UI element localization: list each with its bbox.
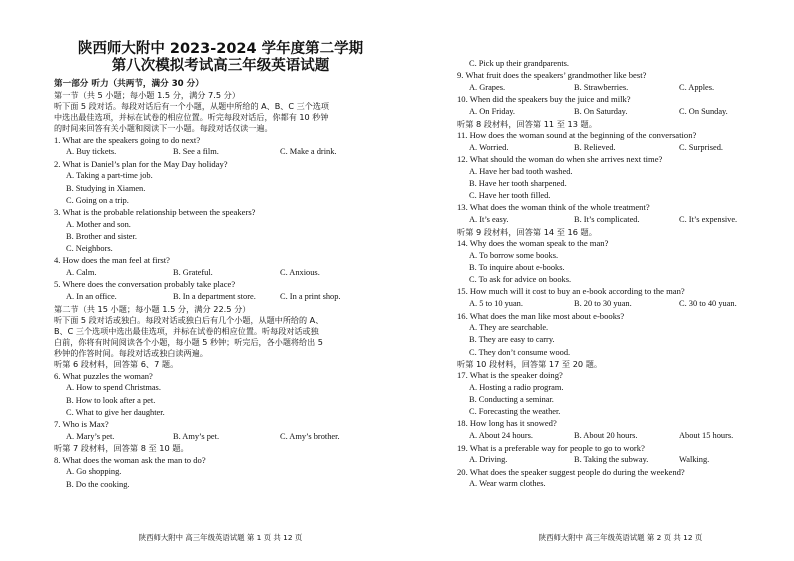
option: A. How to spend Christmas. bbox=[66, 383, 161, 393]
question-10-options bbox=[457, 106, 784, 119]
option: B. Conducting a seminar. bbox=[469, 395, 554, 405]
option: B. Relieved. bbox=[574, 142, 616, 152]
exam-title-line1: 陕西师大附中 2023-2024 学年度第二学期 bbox=[77, 41, 364, 57]
option: A. Taking a part-time job. bbox=[66, 171, 153, 181]
option: C. Apples. bbox=[679, 82, 715, 92]
question-19: 19. What is a preferable way for people to go to work? bbox=[457, 442, 645, 453]
group-7-instruction: 听第 7 段材料，回答第 8 至 10 题。 bbox=[54, 443, 189, 454]
question-3: 3. What is the probable relationship between the speakers? bbox=[54, 207, 256, 217]
section1-directions-3: 的时间来回答有关小题和阅读下一小题。每段对话仅读一遍。 bbox=[54, 123, 273, 134]
page-footer: 陕西师大附中 高三年级英语试题 第 2 页 共 12 页 bbox=[538, 533, 703, 542]
option: A. About 24 hours. bbox=[469, 431, 533, 441]
option: B. Taking the subway. bbox=[574, 455, 649, 465]
option: C. On Sunday. bbox=[679, 106, 728, 116]
option: A. Wear warm clothes. bbox=[469, 479, 546, 489]
option: C. 30 to 40 yuan. bbox=[679, 298, 737, 308]
option: B. 20 to 30 yuan. bbox=[574, 298, 632, 308]
option: C. Amy’s brother. bbox=[280, 431, 340, 441]
page-2 bbox=[397, 0, 794, 561]
question-16: 16. What does the man like most about e-books? bbox=[457, 310, 625, 321]
option: C. Pick up their grandparents. bbox=[469, 59, 570, 68]
option: A. To borrow some books. bbox=[469, 250, 559, 260]
question-15-options bbox=[457, 298, 784, 311]
option: A. Driving. bbox=[469, 455, 508, 465]
question-4: 4. How does the man feel at first? bbox=[54, 255, 170, 266]
question-2: 2. What is Daniel’s plan for the May Day holiday? bbox=[54, 158, 228, 169]
option: A. Have her bad tooth washed. bbox=[469, 166, 573, 176]
option: C. Going on a trip. bbox=[66, 195, 129, 205]
group-6-instruction: 听第 6 段材料，回答第 6、7 题。 bbox=[54, 359, 179, 370]
question-4-options bbox=[54, 267, 387, 280]
question-5-options bbox=[54, 291, 387, 304]
exam-title-line2: 第八次模拟考试高三年级英语试题 bbox=[111, 58, 330, 74]
option: A. They are searchable. bbox=[469, 323, 549, 333]
question-10: 10. When did the speakers buy the juice and milk? bbox=[457, 94, 631, 105]
option: C. Have her tooth filled. bbox=[469, 191, 551, 201]
option: C. They don’t consume wood. bbox=[469, 347, 571, 357]
option: A. Hosting a radio program. bbox=[469, 382, 564, 392]
section2-directions-2: B、C 三个选项中选出最佳选项，并标在试卷的相应位置。听每段对话或独 bbox=[54, 325, 319, 336]
option: A. Worried. bbox=[469, 142, 509, 152]
section2-directions-4: 秒钟的作答时间。每段对话或独白读两遍。 bbox=[54, 348, 208, 359]
option: B. See a film. bbox=[173, 147, 219, 157]
option: B. They are easy to carry. bbox=[469, 335, 555, 345]
question-11-options bbox=[457, 142, 784, 155]
option: B. How to look after a pet. bbox=[66, 395, 156, 405]
group-9-instruction: 听第 9 段材料，回答第 14 至 16 题。 bbox=[457, 226, 597, 237]
question-13-options bbox=[457, 214, 784, 227]
option: C. Anxious. bbox=[280, 267, 320, 277]
question-20: 20. What does the speaker suggest people do during the weekend? bbox=[457, 466, 685, 477]
option: C. Neighbors. bbox=[66, 244, 113, 253]
option: B. Amy’s pet. bbox=[173, 431, 220, 441]
question-7: 7. Who is Max? bbox=[54, 419, 109, 430]
option: About 15 hours. bbox=[679, 431, 734, 441]
question-7-options bbox=[54, 431, 387, 444]
option: B. Grateful. bbox=[173, 267, 213, 277]
section2-directions-3: 白前，你将有时间阅读各个小题，每小题 5 秒钟；听完后，各小题将给出 5 bbox=[54, 336, 323, 347]
question-18: 18. How long has it snowed? bbox=[457, 418, 557, 429]
option: B. Brother and sister. bbox=[66, 231, 137, 241]
option: A. On Friday. bbox=[469, 106, 515, 116]
question-14: 14. Why does the woman speak to the man? bbox=[457, 238, 609, 249]
option: B. To inquire about e-books. bbox=[469, 262, 565, 272]
question-12: 12. What should the woman do when she arrives next time? bbox=[457, 154, 663, 165]
section1-directions-1: 听下面 5 段对话。每段对话后有一个小题，从题中所给的 A、B、C 三个选项 bbox=[54, 101, 329, 111]
option: B. In a department store. bbox=[173, 291, 256, 301]
option: B. Studying in Xiamen. bbox=[66, 183, 146, 193]
option: B. It’s complicated. bbox=[574, 215, 640, 225]
question-8: 8. What does the woman ask the man to do? bbox=[54, 454, 206, 465]
option: C. Forecasting the weather. bbox=[469, 407, 561, 417]
question-17: 17. What is the speaker doing? bbox=[457, 370, 563, 381]
group-8-instruction: 听第 8 段材料，回答第 11 至 13 题。 bbox=[457, 118, 597, 129]
question-18-options bbox=[457, 430, 784, 443]
question-15: 15. How much will it cost to buy an e-book according to the man? bbox=[457, 286, 685, 297]
question-1: 1. What are the speakers going to do next? bbox=[54, 134, 201, 145]
question-5: 5. Where does the conversation probably take place? bbox=[54, 279, 236, 290]
option: A. Calm. bbox=[66, 267, 97, 277]
section2-directions-1: 听下面 5 段对话或独白。每段对话或独白后有几个小题，从题中所给的 A、 bbox=[54, 314, 324, 325]
option: A. 5 to 10 yuan. bbox=[469, 298, 523, 308]
option: B. Do the cooking. bbox=[66, 479, 130, 489]
option: A. Go shopping. bbox=[66, 467, 122, 477]
option: A. Mary’s pet. bbox=[66, 431, 115, 441]
option: Walking. bbox=[679, 455, 710, 465]
option: B. On Saturday. bbox=[574, 106, 628, 116]
question-13: 13. What does the woman think of the whole treatment? bbox=[457, 202, 650, 213]
option: B. Have her tooth sharpened. bbox=[469, 179, 567, 189]
option: C. What to give her daughter. bbox=[66, 407, 165, 417]
option: A. In an office. bbox=[66, 291, 117, 301]
option: A. Grapes. bbox=[469, 82, 506, 92]
option: C. It’s expensive. bbox=[679, 215, 738, 225]
question-6: 6. What puzzles the woman? bbox=[54, 370, 153, 381]
option: A. It’s easy. bbox=[469, 215, 509, 225]
question-1-options bbox=[54, 146, 387, 159]
option: C. In a print shop. bbox=[280, 291, 341, 301]
part1-heading: 第一部分 听力（共两节，满分 30 分） bbox=[54, 79, 204, 89]
section1-directions-2: 中选出最佳选项，并标在试卷的相应位置。听完每段对话后，你都有 10 秒钟 bbox=[54, 112, 329, 123]
question-19-options bbox=[457, 454, 784, 467]
question-9-options bbox=[457, 82, 784, 95]
option: B. Strawberries. bbox=[574, 82, 629, 92]
question-9: 9. What fruit does the speakers’ grandmother like best? bbox=[457, 70, 647, 81]
option: B. About 20 hours. bbox=[574, 431, 638, 441]
option: A. Buy tickets. bbox=[66, 147, 117, 157]
section1-heading: 第一节（共 5 小题；每小题 1.5 分，满分 7.5 分） bbox=[54, 90, 241, 100]
option: C. To ask for advice on books. bbox=[469, 275, 572, 285]
section2-heading: 第二节（共 15 小题；每小题 1.5 分，满分 22.5 分） bbox=[54, 303, 251, 314]
option: C. Surprised. bbox=[679, 142, 723, 152]
group-10-instruction: 听第 10 段材料，回答第 17 至 20 题。 bbox=[457, 358, 603, 369]
option: C. Make a drink. bbox=[280, 147, 337, 157]
option: A. Mother and son. bbox=[66, 219, 131, 229]
question-11: 11. How does the woman sound at the beginning of the conversation? bbox=[457, 130, 697, 141]
page-footer: 陕西师大附中 高三年级英语试题 第 1 页 共 12 页 bbox=[138, 533, 303, 542]
